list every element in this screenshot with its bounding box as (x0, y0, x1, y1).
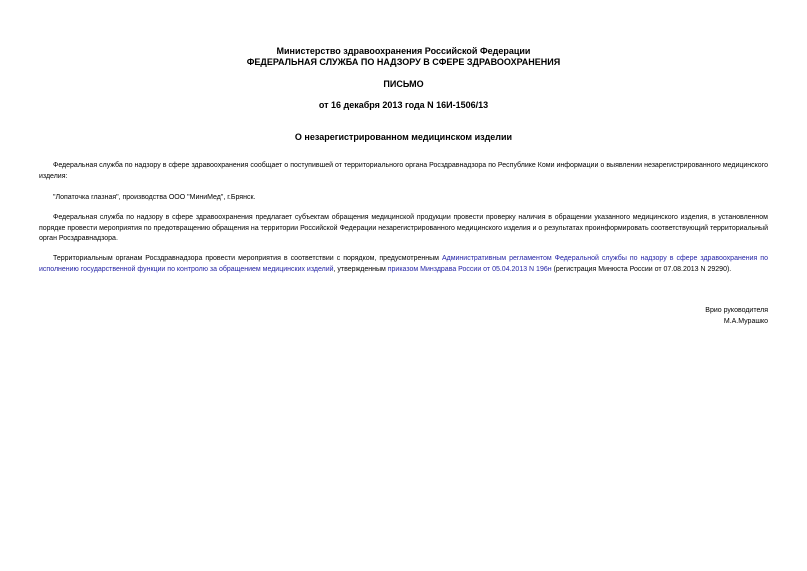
regulation-link[interactable]: Административным регламентом Федеральной службы по надзору в сфере здравоохранения по исполнению государственной функции по контролю за обращением медицинских изделий (39, 255, 768, 273)
paragraph-notification: Федеральная служба по надзору в сфере здравоохранения сообщает о поступившей от территориального органа Росздравнадзора по Республике Коми информации о выявлении незарегистрированного медицинского изделия: (39, 162, 768, 180)
instructions-text-mid: , утвержденным (333, 265, 388, 273)
instructions-text-end: (регистрация Минюста России от 07.08.2013 N 29290). (551, 265, 732, 273)
ministry-title: Министерство здравоохранения Российской Федерации (276, 46, 531, 56)
instructions-text-start: Территориальным органам Росздравнадзора провести мероприятия в соответствии с порядком, предусмотренным (53, 255, 442, 262)
paragraph-device: "Лопаточка глазная", производства ООО "МиниМед", г.Брянск. (53, 194, 256, 201)
document-subject: О незарегистрированном медицинском изделии (294, 132, 513, 142)
signature-position: Врио руководителя (705, 307, 768, 314)
document-date-number: от 16 декабря 2013 года N 16И-1506/13 (318, 100, 489, 110)
document-type: ПИСЬМО (383, 79, 424, 89)
service-title: ФЕДЕРАЛЬНАЯ СЛУЖБА ПО НАДЗОРУ В СФЕРЕ ЗДРАВООХРАНЕНИЯ (246, 57, 561, 67)
paragraph-instructions (39, 254, 768, 275)
signature-name: М.А.Мурашко (723, 318, 768, 325)
paragraph-proposal: Федеральная служба по надзору в сфере здравоохранения предлагает субъектам обращения медицинской продукции провести проверку наличия в обращении указанного медицинского изделия, в установленном порядке провести мероприятия по предотвращению обращения на территории Российской Федерации незарегистрированного медицинского изделия и о результатах проинформировать соответствующий территориальный орган Росздравнадзора. (39, 214, 768, 242)
order-link[interactable]: приказом Минздрава России от 05.04.2013 N 196н (387, 265, 552, 273)
